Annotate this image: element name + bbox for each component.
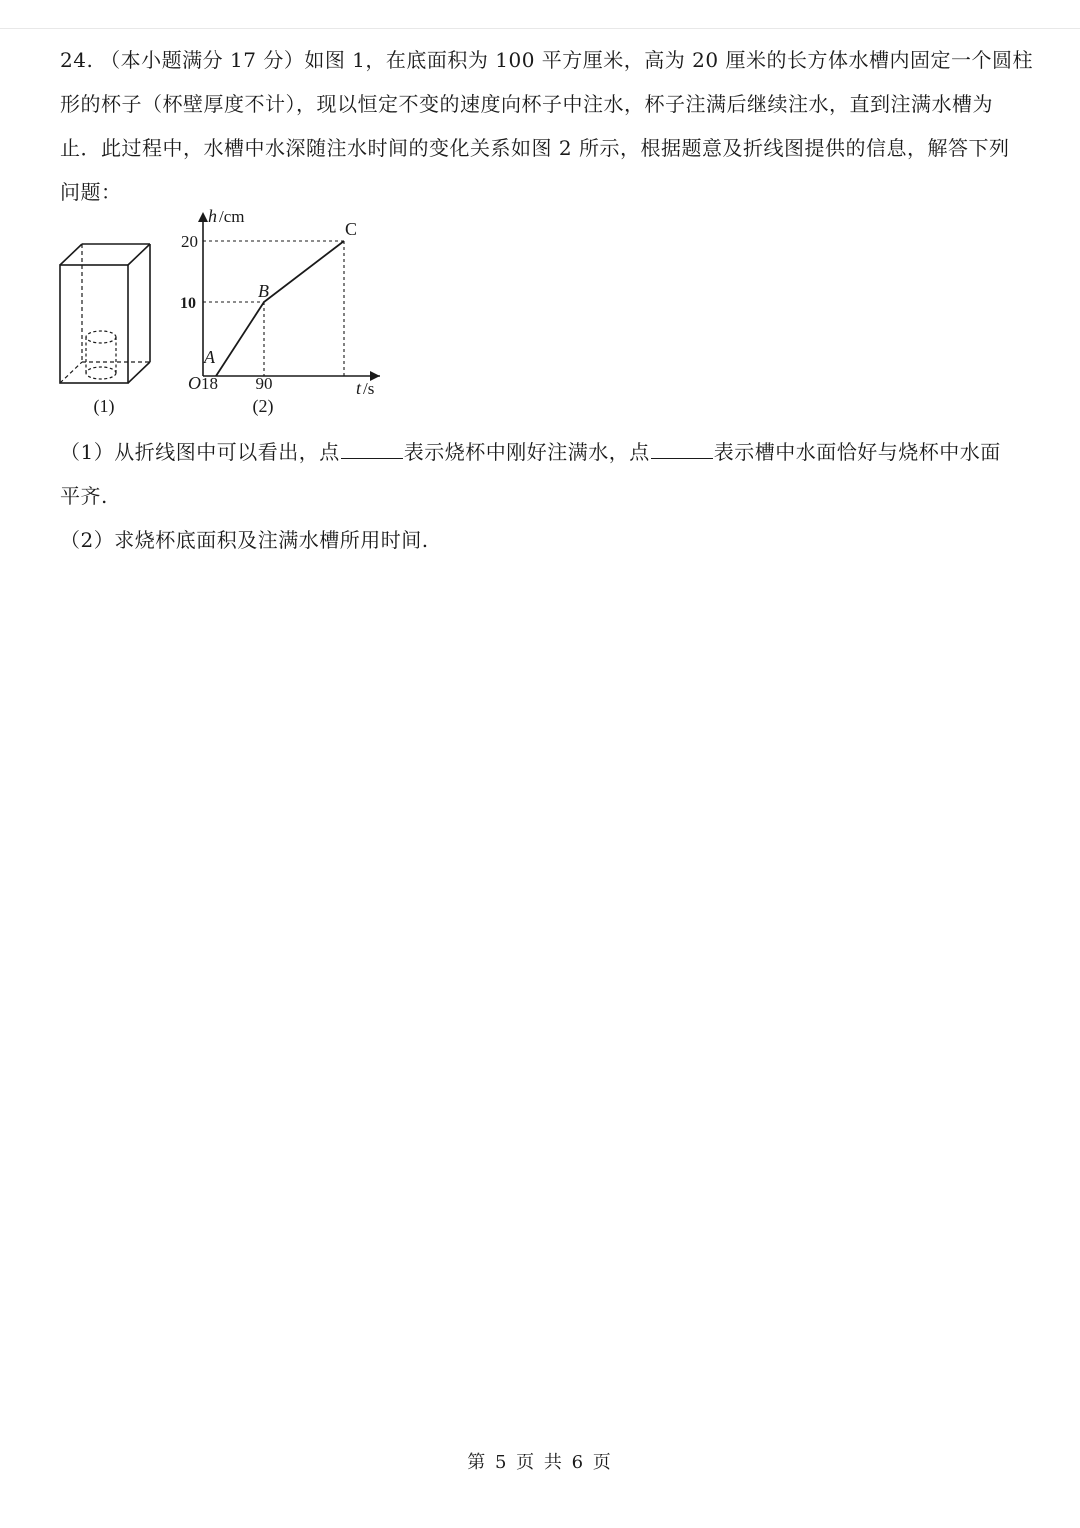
figures-svg xyxy=(50,200,410,430)
x-tick-90: 90 xyxy=(255,374,273,393)
tank-front-face xyxy=(60,265,128,383)
tank-top-edge-right xyxy=(128,244,150,265)
y-axis-label-h: h xyxy=(208,206,217,226)
figure-1-caption: (1) xyxy=(93,396,115,416)
q1-text-1: （1）从折线图中可以看出，点 xyxy=(60,440,340,464)
answer-blank-1[interactable] xyxy=(341,436,403,459)
questions xyxy=(60,430,1035,562)
answer-blank-2[interactable] xyxy=(651,436,713,459)
problem-line-3: 止．此过程中，水槽中水深随注水时间的变化关系如图 2 所示，根据题意及折线图提供的信息，解答下列 xyxy=(60,136,1010,160)
figure-1-tank xyxy=(60,244,150,383)
guide-lines xyxy=(203,241,344,376)
point-c-label: C xyxy=(345,219,358,239)
cup-cylinder xyxy=(86,331,116,379)
problem-line-2: 形的杯子（杯壁厚度不计），现以恒定不变的速度向杯子中注水，杯子注满后继续注水，直到注满水槽为 xyxy=(60,92,993,116)
x-axis-label-t: t xyxy=(356,378,362,398)
figure-2-caption: (2) xyxy=(252,396,274,416)
tank-bottom-edge-right xyxy=(128,362,150,383)
point-b-label: B xyxy=(258,281,269,301)
q1-text-3: 表示槽中水面恰好与烧杯中水面 xyxy=(713,440,1001,464)
problem-line-4: 问题： xyxy=(60,180,122,204)
tank-top-edge-left xyxy=(60,244,82,265)
x-tick-18: 18 xyxy=(201,374,218,393)
y-axis-arrow xyxy=(198,212,208,222)
question-1 xyxy=(60,430,1035,474)
point-a-label: A xyxy=(204,347,215,367)
question-2: （2）求烧杯底面积及注满水槽所用时间. xyxy=(60,528,429,552)
y-axis-label-unit: /cm xyxy=(219,207,245,226)
question-1-continued: 平齐. xyxy=(60,484,108,508)
figures xyxy=(50,200,410,430)
figure-2-graph xyxy=(180,206,380,417)
q1-text-2: 表示烧杯中刚好注满水，点 xyxy=(403,440,650,464)
depth-polyline xyxy=(216,241,344,376)
y-tick-10: 10 xyxy=(180,295,196,312)
problem-line-1: 24. （本小题满分 17 分）如图 1，在底面积为 100 平方厘米，高为 20 厘米的长方体水槽内固定一个圆柱 xyxy=(60,48,1033,72)
page-footer: 第 5 页 共 6 页 xyxy=(467,1452,613,1473)
origin-label: O xyxy=(188,373,201,393)
top-divider xyxy=(0,28,1080,29)
y-tick-20: 20 xyxy=(181,232,198,251)
problem-statement xyxy=(60,38,1035,214)
x-axis-label-unit: /s xyxy=(363,379,375,398)
